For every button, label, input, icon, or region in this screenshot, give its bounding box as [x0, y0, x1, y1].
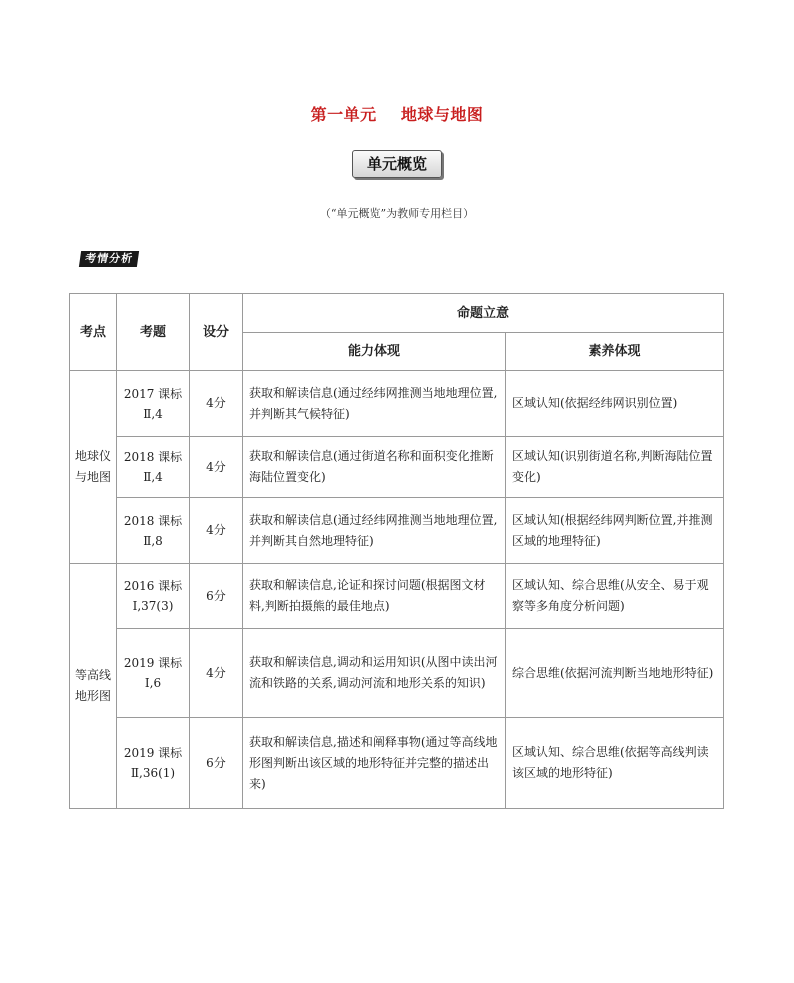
nengli-cell: 获取和解读信息(通过街道名称和面积变化推断海陆位置变化)	[243, 437, 506, 498]
shefen-cell: 4分	[190, 437, 243, 498]
header-nengli: 能力体现	[243, 333, 506, 371]
kaoti-cell: 2019 课标Ⅰ,6	[117, 629, 190, 718]
suyang-cell: 综合思维(依据河流判断当地地形特征)	[506, 629, 724, 718]
header-shefen: 设分	[190, 294, 243, 371]
nengli-cell: 获取和解读信息(通过经纬网推测当地地理位置,并判断其气候特征)	[243, 371, 506, 437]
exam-analysis-table	[69, 293, 724, 809]
table-row	[70, 629, 724, 718]
kaodian-cell: 等高线地形图	[70, 564, 117, 809]
suyang-cell: 区域认知(根据经纬网判断位置,并推测区域的地理特征)	[506, 498, 724, 564]
shefen-cell: 4分	[190, 371, 243, 437]
kaoti-cell: 2019 课标Ⅱ,36(1)	[117, 718, 190, 809]
header-suyang: 素养体现	[506, 333, 724, 371]
nengli-cell: 获取和解读信息,描述和阐释事物(通过等高线地形图判断出该区域的地形特征并完整的描述出来)	[243, 718, 506, 809]
teacher-note: （“单元概览”为教师专用栏目）	[319, 207, 475, 220]
kaoti-cell: 2016 课标Ⅰ,37(3)	[117, 564, 190, 629]
shefen-cell: 4分	[190, 498, 243, 564]
table-row	[70, 498, 724, 564]
shefen-cell: 6分	[190, 564, 243, 629]
nengli-cell: 获取和解读信息(通过经纬网推测当地地理位置,并判断其自然地理特征)	[243, 498, 506, 564]
table-row	[70, 718, 724, 809]
kaodian-cell: 地球仪与地图	[70, 371, 117, 564]
nengli-cell: 获取和解读信息,论证和探讨问题(根据图文材料,判断拍摄熊的最佳地点)	[243, 564, 506, 629]
unit-title: 第一单元 地球与地图	[310, 105, 484, 124]
shefen-cell: 4分	[190, 629, 243, 718]
unit-overview-badge: 单元概览	[352, 150, 442, 178]
suyang-cell: 区域认知、综合思维(从安全、易于观察等多角度分析问题)	[506, 564, 724, 629]
header-kaoti: 考题	[117, 294, 190, 371]
suyang-cell: 区域认知(识别街道名称,判断海陆位置变化)	[506, 437, 724, 498]
shefen-cell: 6分	[190, 718, 243, 809]
section-tag: 考情分析	[79, 251, 139, 267]
header-kaodian: 考点	[70, 294, 117, 371]
header-mingti: 命题立意	[243, 294, 724, 333]
suyang-cell: 区域认知(依据经纬网识别位置)	[506, 371, 724, 437]
nengli-cell: 获取和解读信息,调动和运用知识(从图中读出河流和铁路的关系,调动河流和地形关系的知识)	[243, 629, 506, 718]
kaoti-cell: 2018 课标Ⅱ,4	[117, 437, 190, 498]
table-row	[70, 371, 724, 437]
kaoti-cell: 2018 课标Ⅱ,8	[117, 498, 190, 564]
suyang-cell: 区域认知、综合思维(依据等高线判读该区域的地形特征)	[506, 718, 724, 809]
table-row	[70, 564, 724, 629]
table-row	[70, 437, 724, 498]
kaoti-cell: 2017 课标Ⅱ,4	[117, 371, 190, 437]
